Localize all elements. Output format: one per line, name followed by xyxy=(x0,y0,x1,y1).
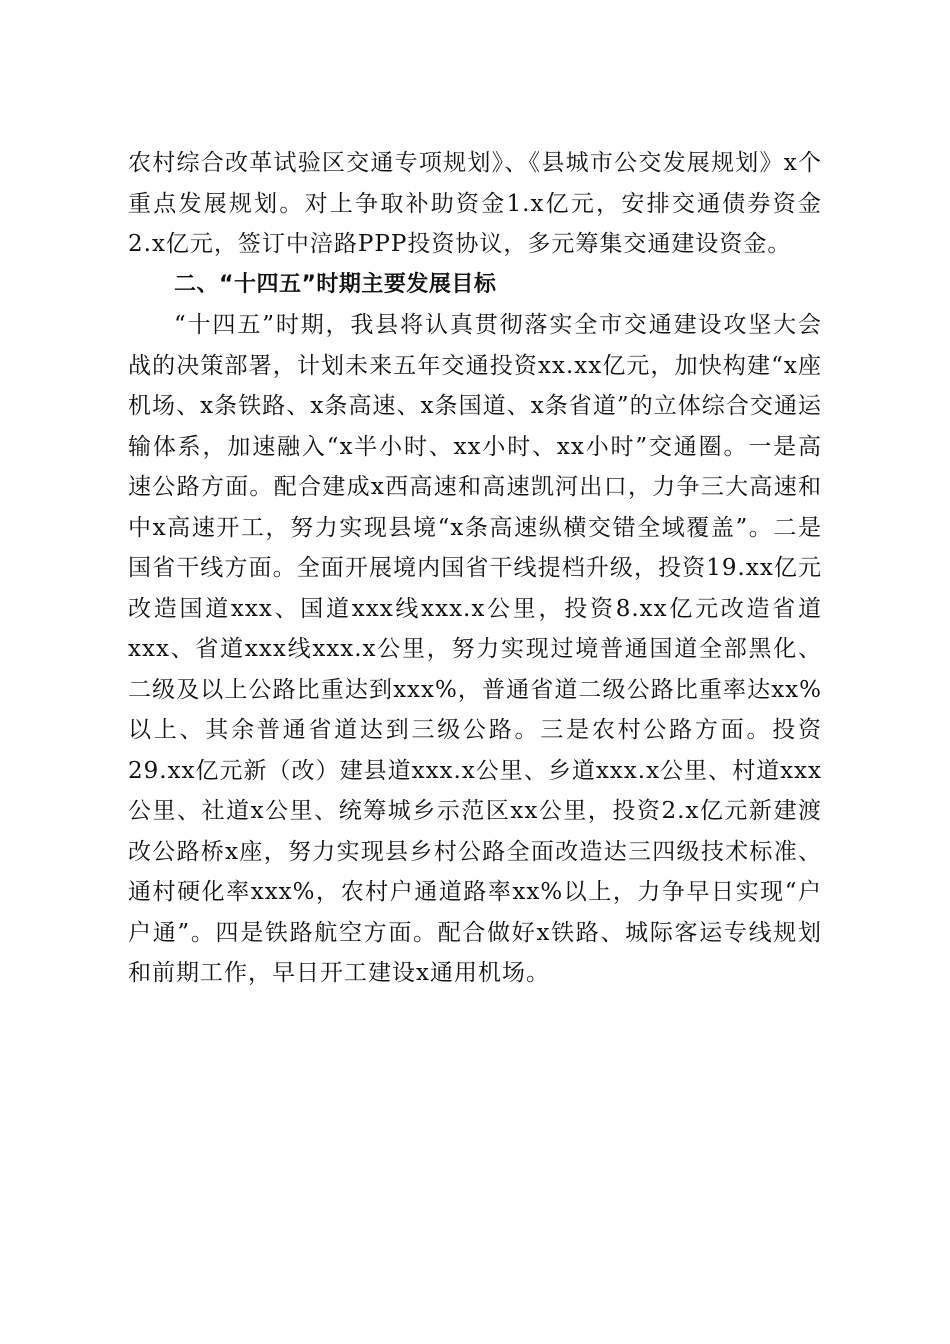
section-heading: 二、“十四五”时期主要发展目标 xyxy=(174,271,497,297)
paragraph-main: “十四五”时期，我县将认真贯彻落实全市交通建设攻坚大会战的决策部署，计划未来五年交通投资xx.xx亿元，加快构建“x座机场、x条铁路、x条高速、x条国道、x条省道”的立体综合交通运输体系，加速融入“x半小时、xx小时、xx小时”交通圈。一是高速公路方面。配合建成x西高速和高速凯河出口，力争三大高速和中x高速开工，努力实现县境“x条高速纵横交错全域覆盖”。二是国省干线方面。全面开展境内国省干线提档升级，投资19.xx亿元改造国道xxx、国道xxx线xxx.x公里，投资8.xx亿元改造省道xxx、省道xxx线xxx.x公里，努力实现过境普通国道全部黑化、二级及以上公路比重达到xxx%，普通省道二级公路比重率达xx%以上、其余普通省道达到三级公路。三是农村公路方面。投资29.xx亿元新（改）建县道xxx.x公里、乡道xxx.x公里、村道xxx公里、社道x公里、统筹城乡示范区xx公里，投资2.x亿元新建渡改公路桥x座，努力实现县乡村公路全面改造达三四级技术标准、通村硬化率xxx%，农村户通道路率xx%以上，力争早日实现“户户通”。四是铁路航空方面。配合做好x铁路、城际客运专线规划和前期工作，早日开工建设x通用机场。 xyxy=(128,312,822,986)
document-body xyxy=(128,143,822,994)
paragraph-continuation: 农村综合改革试验区交通专项规划》、《县城市公交发展规划》x个重点发展规划。对上争取补助资金1.x亿元，安排交通债券资金2.x亿元，签订中涪路PPP投资协议，多元筹集交通建设资金。 xyxy=(128,150,822,257)
